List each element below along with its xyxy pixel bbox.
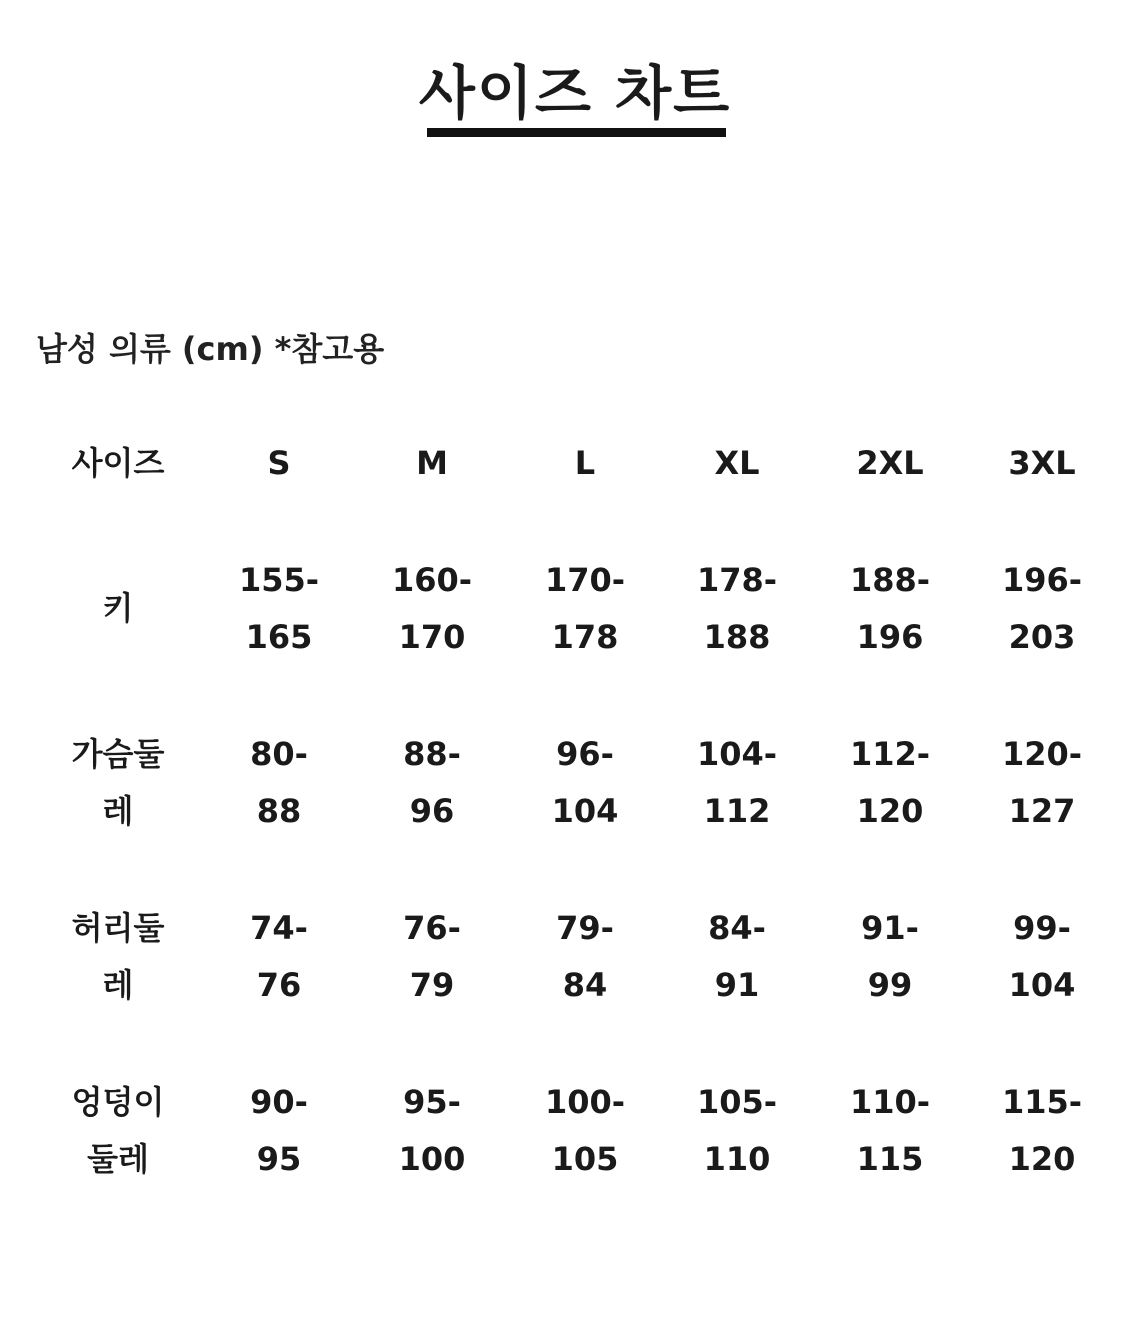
- table-cell: [510, 1074, 660, 1188]
- range-end: 76: [256, 966, 302, 1004]
- range-end: 178: [551, 618, 619, 656]
- range-start: 115-: [1001, 1083, 1083, 1121]
- range-start: 196-: [1001, 561, 1083, 599]
- range-end: 79: [409, 966, 455, 1004]
- range-start: 91-: [861, 909, 919, 947]
- table-cell: [357, 552, 507, 666]
- header-label: 사이즈: [71, 444, 165, 482]
- range-end: 203: [1008, 618, 1076, 656]
- range-end: 84: [562, 966, 608, 1004]
- range-start: 155-: [238, 561, 320, 599]
- row-label-line: 엉덩이: [71, 1083, 165, 1121]
- range-end: 100: [398, 1140, 466, 1178]
- row-label-line: 레: [102, 792, 134, 830]
- range-start: 104-: [696, 735, 778, 773]
- table-cell: [510, 726, 660, 840]
- table-cell: [204, 900, 354, 1014]
- range-start: 100-: [544, 1083, 626, 1121]
- range-end: 96: [409, 792, 455, 830]
- table-cell: [204, 726, 354, 840]
- range-start: 90-: [250, 1083, 308, 1121]
- range-start: 96-: [556, 735, 614, 773]
- table-cell: [357, 726, 507, 840]
- range-end: 95: [256, 1140, 302, 1178]
- table-cell: [967, 552, 1117, 666]
- table-cell: [510, 900, 660, 1014]
- range-end: 88: [256, 792, 302, 830]
- range-end: 104: [1008, 966, 1076, 1004]
- range-start: 99-: [1013, 909, 1071, 947]
- range-end: 196: [856, 618, 924, 656]
- table-cell: [662, 1074, 812, 1188]
- table-row-waist: [0, 900, 1125, 1020]
- table-cell: [815, 552, 965, 666]
- table-cell: [815, 1074, 965, 1188]
- size-header-2xl: 2XL: [856, 444, 924, 482]
- range-start: 105-: [696, 1083, 778, 1121]
- row-label: [48, 900, 188, 1014]
- range-end: 105: [551, 1140, 619, 1178]
- range-start: 79-: [556, 909, 614, 947]
- table-row-chest: [0, 726, 1125, 846]
- range-start: 110-: [849, 1083, 931, 1121]
- table-cell: [357, 900, 507, 1014]
- table-cell: [204, 1074, 354, 1188]
- range-end: 170: [398, 618, 466, 656]
- table-cell: [815, 900, 965, 1014]
- range-start: 112-: [849, 735, 931, 773]
- range-start: 88-: [403, 735, 461, 773]
- page-title: 사이즈 차트: [418, 59, 732, 127]
- table-row-height: [0, 552, 1125, 672]
- range-end: 127: [1008, 792, 1076, 830]
- range-start: 170-: [544, 561, 626, 599]
- table-cell: [662, 726, 812, 840]
- title-underline: [427, 128, 726, 137]
- size-header-xl: XL: [714, 444, 760, 482]
- table-cell: [967, 1074, 1117, 1188]
- range-start: 76-: [403, 909, 461, 947]
- range-end: 104: [551, 792, 619, 830]
- table-row-hip: [0, 1074, 1125, 1194]
- size-header-row: [0, 440, 1125, 488]
- range-start: 188-: [849, 561, 931, 599]
- range-start: 160-: [391, 561, 473, 599]
- row-label-line: 허리둘: [71, 909, 165, 947]
- range-start: 95-: [403, 1083, 461, 1121]
- size-header-m: M: [416, 444, 448, 482]
- row-label: [48, 580, 188, 637]
- range-end: 120: [856, 792, 924, 830]
- row-label: [48, 726, 188, 840]
- size-header-l: L: [574, 444, 596, 482]
- size-header-3xl: 3XL: [1008, 444, 1076, 482]
- range-end: 99: [867, 966, 913, 1004]
- table-cell: [815, 726, 965, 840]
- table-cell: [662, 552, 812, 666]
- size-header-s: S: [267, 444, 291, 482]
- range-start: 74-: [250, 909, 308, 947]
- range-start: 120-: [1001, 735, 1083, 773]
- row-label-line: 레: [102, 966, 134, 1004]
- range-end: 110: [703, 1140, 771, 1178]
- row-label-line: 둘레: [87, 1140, 149, 1178]
- row-label-line: 가슴둘: [71, 735, 165, 773]
- range-end: 91: [714, 966, 760, 1004]
- chart-subtitle: 남성 의류 (cm) *참고용: [36, 330, 385, 368]
- range-start: 178-: [696, 561, 778, 599]
- range-start: 84-: [708, 909, 766, 947]
- table-cell: [967, 900, 1117, 1014]
- table-cell: [662, 900, 812, 1014]
- row-label: [48, 1074, 188, 1188]
- row-label-line: 키: [102, 589, 134, 627]
- table-cell: [510, 552, 660, 666]
- range-end: 112: [703, 792, 771, 830]
- range-end: 120: [1008, 1140, 1076, 1178]
- range-start: 80-: [250, 735, 308, 773]
- range-end: 165: [245, 618, 313, 656]
- table-cell: [357, 1074, 507, 1188]
- range-end: 115: [856, 1140, 924, 1178]
- table-cell: [204, 552, 354, 666]
- table-cell: [967, 726, 1117, 840]
- range-end: 188: [703, 618, 771, 656]
